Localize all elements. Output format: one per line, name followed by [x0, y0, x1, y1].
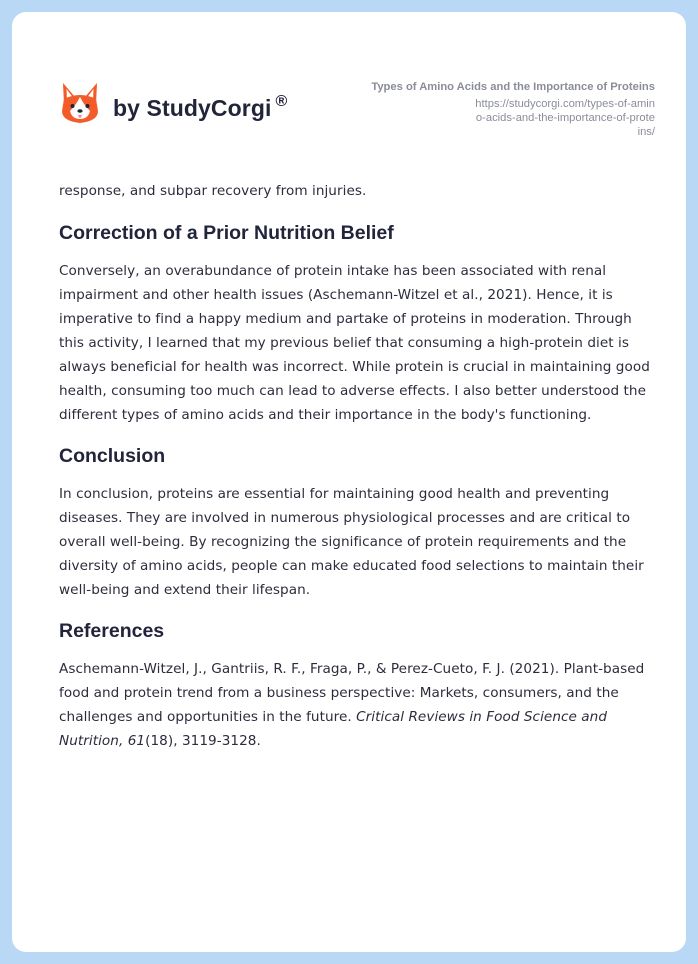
lead-paragraph: response, and subpar recovery from injuries. — [59, 183, 367, 199]
document-title: Types of Amino Acids and the Importance of Proteins — [371, 81, 655, 93]
document-url[interactable]: https://studycorgi.com/types-of-amino-acids-and-the-importance-of-proteins/ — [475, 98, 655, 138]
section-heading-conclusion: Conclusion — [59, 445, 166, 467]
studycorgi-logo[interactable] — [60, 76, 287, 132]
document-page — [12, 12, 686, 952]
reference-authors: Aschemann-Witzel, J., Gantriis, R. F., Fraga, P., & Perez-Cueto, F. J. (2021). Plant-based food and protein trend from a business perspective: Markets, consumers, and the challenges and opportunities in the future. — [59, 661, 645, 725]
corgi-logo-icon — [60, 81, 100, 127]
section-paragraph-correction: Conversely, an overabundance of protein intake has been associated with renal impairment and other health issues (Aschemann-Witzel et al., 2021). Hence, it is imperative to find a happy medium and partake of proteins in moderation. Through this activity, I learned that my previous belief that consuming a high-protein diet is always beneficial for health was incorrect. While protein is crucial in maintaining good health, consuming too much can lead to adverse effects. I also better understood the different types of amino acids and their importance in the body's functioning. — [59, 263, 650, 423]
section-heading-correction: Correction of a Prior Nutrition Belief — [59, 222, 394, 244]
reference-entry — [59, 657, 659, 753]
registered-mark: ® — [275, 92, 288, 110]
section-paragraph-conclusion: In conclusion, proteins are essential for maintaining good health and preventing diseases. They are involved in numerous physiological processes and are critical to overall well-being. By recognizing the significance of protein requirements and the diversity of amino acids, people can make educated food selections to maintain their well-being and extend their lifespan. — [59, 486, 644, 598]
reference-tail: (18), 3119-3128. — [145, 733, 261, 749]
section-heading-references: References — [59, 620, 165, 642]
document-body — [59, 179, 659, 753]
reference-journal: Critical Reviews in Food Science and Nutrition, 61 — [59, 709, 608, 749]
brand-name: by StudyCorgi ® — [113, 92, 288, 121]
document-meta — [325, 80, 655, 139]
